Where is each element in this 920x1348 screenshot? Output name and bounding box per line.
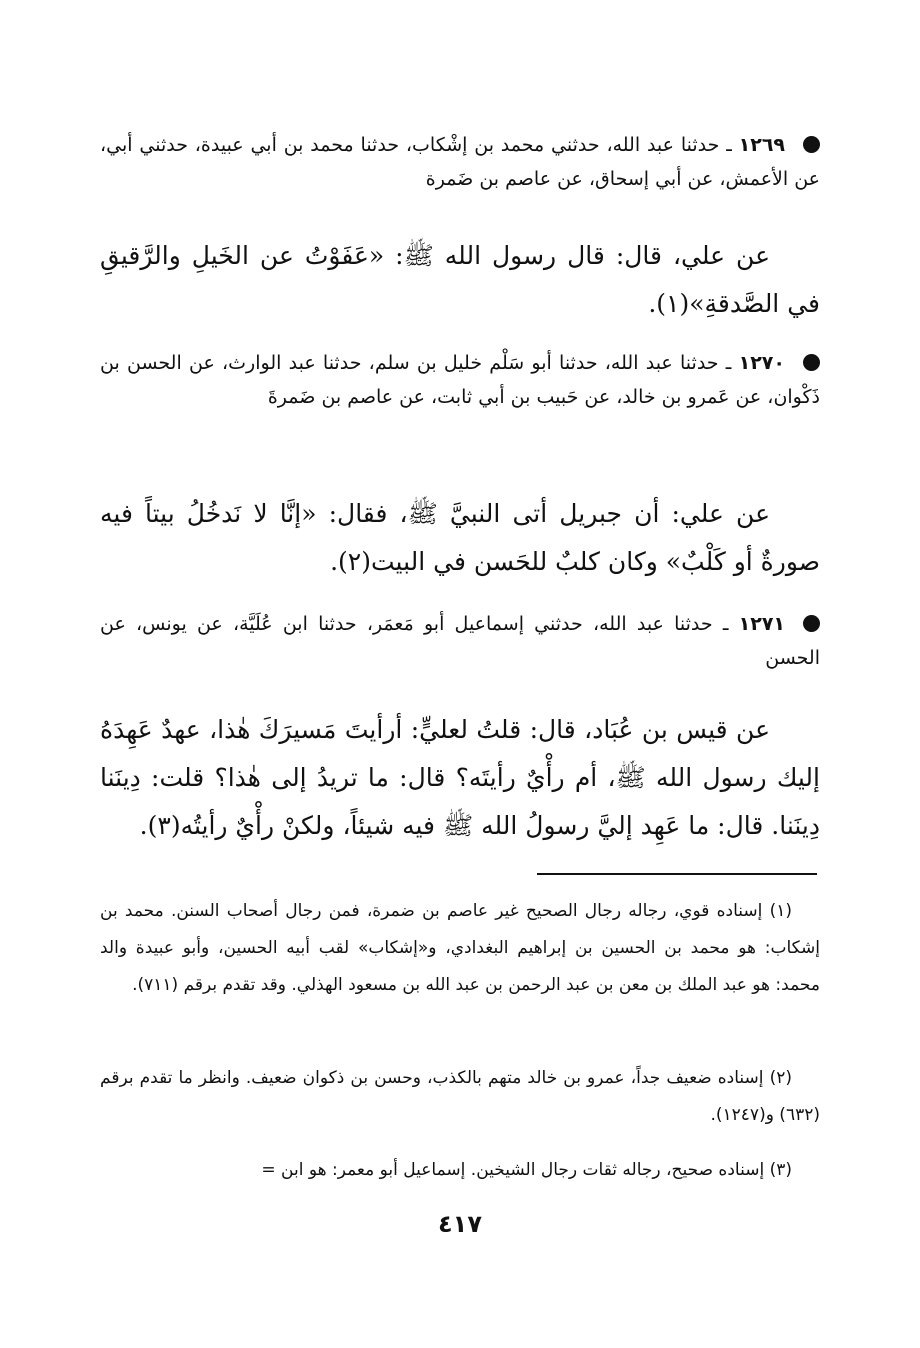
isnad-text: ـ حدثنا عبد الله، حدثني محمد بن إشْكاب، حدثنا محمد بن أبي عبيدة، حدثني أبي، عن الأعمش، عن أبي إسحاق، عن عاصم بن ضَمرة [100,134,820,190]
hadith-number: ١٢٦٩ [738,134,786,156]
hadith-1269-matn: عن علي، قال: قال رسول الله ﷺ: «عَفَوْتُ عن الخَيلِ والرَّقيقِ في الصَّدقةِ»(١). [100,241,820,318]
isnad-text: ـ حدثنا عبد الله، حدثنا أبو سَلْم خليل بن سلم، حدثنا عبد الوارث، عن الحسن بن ذَكْوان، عن عَمرو بن خالد، عن حَبيب بن أبي ثابت، عن عاصم بن ضَمرةَ [100,352,820,408]
footnote-3: (٣) إسناده صحيح، رجاله ثقات رجال الشيخين. إسماعيل أبو معمر: هو ابن = [261,1160,792,1180]
footnote-2: (٢) إسناده ضعيف جداً، عمرو بن خالد متهم بالكذب، وحسن بن ذكوان ضعيف. وانظر ما تقدم برقم (٦٣٢) و(١٢٤٧). [100,1068,820,1125]
hadith-1269-isnad [100,128,820,196]
page-number: ٤١٧ [438,1210,482,1238]
footnote-1: (١) إسناده قوي، رجاله رجال الصحيح غير عاصم بن ضمرة، فمن رجال أصحاب السنن. محمد بن إشكاب: هو محمد بن الحسين بن إبراهيم البغدادي، و«إشكاب» لقب أبيه الحسين، وأبو عبيدة والد محمد: هو عبد الملك بن معن بن عبد الرحمن بن عبد الله بن مسعود الهذلي. وقد تقدم برقم (٧١١). [100,901,820,995]
bullet-icon [803,136,820,153]
hadith-number: ١٢٧١ [738,613,786,635]
isnad-text: ـ حدثنا عبد الله، حدثني إسماعيل أبو مَعمَر، حدثنا ابن عُلَيَّة، عن يونس، عن الحسن [100,613,820,669]
hadith-1270-matn: عن علي: أن جبريل أتى النبيَّ ﷺ، فقال: «إنَّا لا نَدخُلُ بيتاً فيه صورةٌ أو كَلْبٌ» وكان كلبٌ للحَسن في البيت(٢). [100,499,820,576]
hadith-number: ١٢٧٠ [738,352,785,374]
hadith-1271-isnad [100,607,820,675]
bullet-icon [803,615,820,632]
bullet-icon [803,354,820,371]
hadith-1270-isnad [100,346,820,414]
hadith-1271-matn: عن قيس بن عُبَاد، قال: قلتُ لعليٍّ: أرأيتَ مَسيرَكَ هٰذا، عهدٌ عَهِدَهُ إليك رسول الله ﷺ، أم رأْيٌ رأيتَه؟ قال: ما تريدُ إلى هٰذا؟ قلت: دِينَنا دِينَنا. قال: ما عَهِد إليَّ رسولُ الله ﷺ فيه شيئاً، ولكنْ رأْيٌ رأيتُه(٣). [100,715,820,840]
footnote-separator [537,873,817,875]
